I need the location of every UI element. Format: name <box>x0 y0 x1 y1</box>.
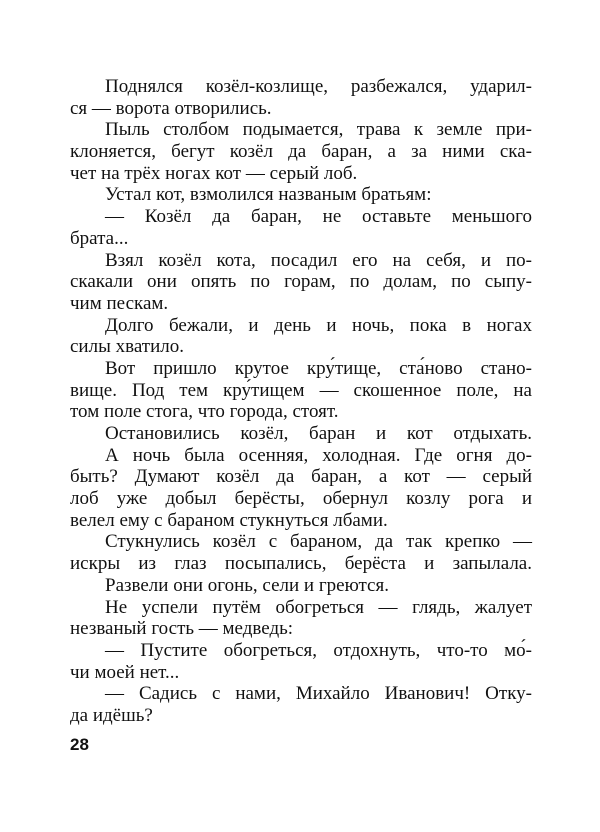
text-line: скакали они опять по горам, по долам, по сыпу- <box>70 271 532 293</box>
text-line: том поле стога, что города, стоят. <box>70 401 339 423</box>
text-line: чим пескам. <box>70 292 169 314</box>
text-line: ся — ворота отворились. <box>70 97 272 119</box>
text-line: Развели они огонь, сели и греются. <box>105 574 389 596</box>
text-line: Поднялся козёл-козлище, разбежался, ударил- <box>105 76 532 97</box>
text-line: велел ему с бараном стукнуться лбами. <box>70 509 388 531</box>
text-line: Стукнулись козёл с бараном, да так крепко — <box>105 531 532 553</box>
text-line: чет на трёх ногах кот — серый лоб. <box>70 162 358 184</box>
text-line: клоняется, бегут козёл да баран, а за ними ска- <box>70 141 532 163</box>
text-line: Взял козёл кота, посадил его на себя, и по- <box>105 249 532 271</box>
text-line: Долго бежали, и день и ночь, пока в ногах <box>105 314 532 336</box>
text-line: А ночь была осенняя, холодная. Где огня до- <box>105 444 532 466</box>
page-text <box>70 76 532 727</box>
text-line: Пыль столбом подымается, трава к земле при- <box>105 119 532 141</box>
text-line: брата... <box>70 227 129 249</box>
text-line: Не успели путём обогреться — глядь, жалует <box>105 596 532 618</box>
text-line: Устал кот, взмолился названым братьям: <box>105 184 432 206</box>
text-line: — Пустите обогреться, отдохнуть, что-то мо́- <box>105 639 532 661</box>
text-line: да идёшь? <box>70 704 153 726</box>
text-line: чи моей нет... <box>70 661 180 683</box>
text-line: Вот пришло крутое кру́тище, ста́ново стано- <box>105 357 532 379</box>
text-line: силы хватило. <box>70 336 184 358</box>
text-line: — Козёл да баран, не оставьте меньшого <box>105 206 532 228</box>
text-line: Остановились козёл, баран и кот отдыхать. <box>105 423 532 444</box>
text-line: быть? Думают козёл да баран, а кот — серый <box>70 466 532 488</box>
text-line: незваный гость — медведь: <box>70 618 294 640</box>
text-line: вище. Под тем кру́тищем — скошенное поле, на <box>70 379 532 401</box>
text-line: искры из глаз посыпались, берёста и запылала. <box>70 553 532 575</box>
page-number: 28 <box>70 735 89 754</box>
text-line: лоб уже добыл берёсты, обернул козлу рога и <box>70 488 532 510</box>
text-line: — Садись с нами, Михайло Иванович! Отку- <box>105 683 532 705</box>
